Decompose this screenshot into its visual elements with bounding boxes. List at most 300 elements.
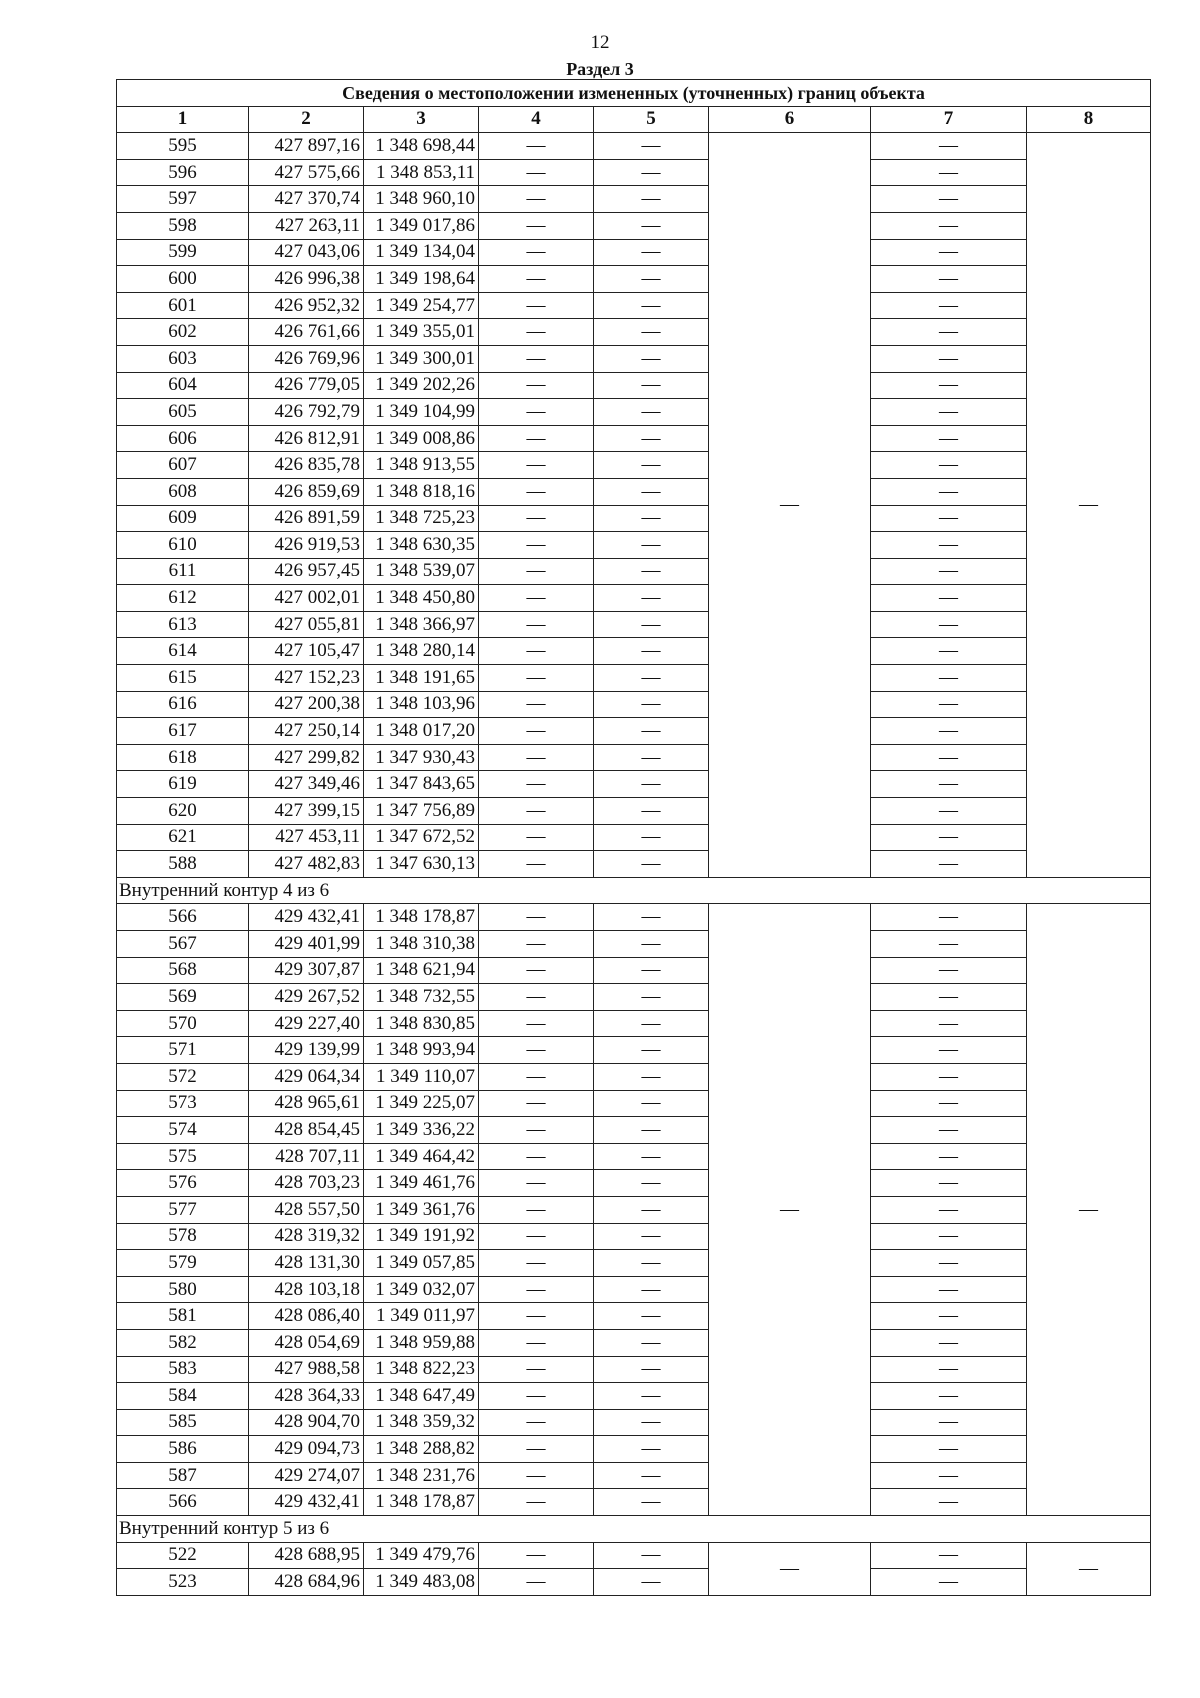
dash-cell: — bbox=[479, 798, 594, 825]
point-number-cell: 566 bbox=[117, 1489, 249, 1516]
point-number-cell: 569 bbox=[117, 984, 249, 1011]
point-number-cell: 585 bbox=[117, 1409, 249, 1436]
coordinate-x-cell: 426 919,53 bbox=[249, 532, 364, 559]
dash-cell: — bbox=[871, 1489, 1027, 1516]
coordinate-x-cell: 427 055,81 bbox=[249, 611, 364, 638]
coordinate-x-cell: 429 432,41 bbox=[249, 904, 364, 931]
dash-cell: — bbox=[594, 1462, 709, 1489]
coordinate-x-cell: 429 094,73 bbox=[249, 1436, 364, 1463]
dash-cell: — bbox=[479, 1542, 594, 1569]
dash-cell: — bbox=[479, 1329, 594, 1356]
dash-cell: — bbox=[594, 478, 709, 505]
point-number-cell: 620 bbox=[117, 798, 249, 825]
dash-cell: — bbox=[594, 1143, 709, 1170]
dash-cell: — bbox=[871, 691, 1027, 718]
dash-cell: — bbox=[479, 452, 594, 479]
dash-cell: — bbox=[594, 452, 709, 479]
coordinate-x-cell: 428 086,40 bbox=[249, 1303, 364, 1330]
dash-cell: — bbox=[479, 1356, 594, 1383]
point-number-cell: 586 bbox=[117, 1436, 249, 1463]
dash-cell: — bbox=[594, 585, 709, 612]
dash-cell: — bbox=[479, 718, 594, 745]
coordinate-y-cell: 1 348 818,16 bbox=[364, 478, 479, 505]
coordinate-y-cell: 1 348 830,85 bbox=[364, 1010, 479, 1037]
coordinate-x-cell: 429 307,87 bbox=[249, 957, 364, 984]
point-number-cell: 567 bbox=[117, 931, 249, 958]
coordinate-x-cell: 427 482,83 bbox=[249, 851, 364, 878]
coordinate-x-cell: 427 575,66 bbox=[249, 159, 364, 186]
table-row bbox=[117, 1063, 1151, 1090]
dash-cell: — bbox=[594, 611, 709, 638]
dash-cell: — bbox=[871, 239, 1027, 266]
column-header: 8 bbox=[1027, 106, 1151, 133]
dash-cell: — bbox=[594, 1063, 709, 1090]
dash-cell: — bbox=[871, 1303, 1027, 1330]
table-row bbox=[117, 478, 1151, 505]
dash-cell: — bbox=[479, 1409, 594, 1436]
dash-cell: — bbox=[479, 399, 594, 426]
point-number-cell: 587 bbox=[117, 1462, 249, 1489]
dash-cell: — bbox=[479, 611, 594, 638]
table-caption: Сведения о местоположении измененных (уточненных) границ объекта bbox=[117, 80, 1151, 107]
point-number-cell: 619 bbox=[117, 771, 249, 798]
coordinate-y-cell: 1 349 191,92 bbox=[364, 1223, 479, 1250]
point-number-cell: 571 bbox=[117, 1037, 249, 1064]
coordinate-x-cell: 427 370,74 bbox=[249, 186, 364, 213]
table-row bbox=[117, 266, 1151, 293]
coordinate-y-cell: 1 349 225,07 bbox=[364, 1090, 479, 1117]
dash-cell: — bbox=[871, 505, 1027, 532]
table-row bbox=[117, 1383, 1151, 1410]
coordinate-y-cell: 1 348 178,87 bbox=[364, 1489, 479, 1516]
coordinate-x-cell: 426 769,96 bbox=[249, 345, 364, 372]
dash-cell: — bbox=[594, 1276, 709, 1303]
table-row bbox=[117, 186, 1151, 213]
table-row bbox=[117, 904, 1151, 931]
point-number-cell: 574 bbox=[117, 1117, 249, 1144]
dash-cell: — bbox=[594, 319, 709, 346]
coordinate-x-cell: 429 267,52 bbox=[249, 984, 364, 1011]
point-number-cell: 596 bbox=[117, 159, 249, 186]
coordinate-x-cell: 426 779,05 bbox=[249, 372, 364, 399]
coordinate-y-cell: 1 348 366,97 bbox=[364, 611, 479, 638]
coordinate-x-cell: 427 299,82 bbox=[249, 744, 364, 771]
coordinate-x-cell: 427 002,01 bbox=[249, 585, 364, 612]
dash-cell: — bbox=[479, 1223, 594, 1250]
table-row bbox=[117, 1542, 1151, 1569]
dash-cell: — bbox=[594, 665, 709, 692]
dash-cell: — bbox=[871, 1542, 1027, 1569]
dash-cell: — bbox=[871, 186, 1027, 213]
merged-dash-cell: — bbox=[709, 904, 871, 1516]
table-row bbox=[117, 851, 1151, 878]
dash-cell: — bbox=[479, 558, 594, 585]
dash-cell: — bbox=[594, 931, 709, 958]
dash-cell: — bbox=[479, 133, 594, 160]
table-row bbox=[117, 558, 1151, 585]
coordinate-x-cell: 427 152,23 bbox=[249, 665, 364, 692]
dash-cell: — bbox=[871, 904, 1027, 931]
table-row bbox=[117, 665, 1151, 692]
point-number-cell: 603 bbox=[117, 345, 249, 372]
dash-cell: — bbox=[594, 638, 709, 665]
merged-dash-cell: — bbox=[1027, 133, 1151, 878]
coordinate-x-cell: 428 684,96 bbox=[249, 1569, 364, 1596]
dash-cell: — bbox=[871, 611, 1027, 638]
dash-cell: — bbox=[594, 372, 709, 399]
column-header: 2 bbox=[249, 106, 364, 133]
table-caption-row bbox=[117, 80, 1151, 107]
dash-cell: — bbox=[479, 1063, 594, 1090]
coordinate-y-cell: 1 348 288,82 bbox=[364, 1436, 479, 1463]
table-row bbox=[117, 744, 1151, 771]
dash-cell: — bbox=[594, 1409, 709, 1436]
dash-cell: — bbox=[479, 186, 594, 213]
coordinate-x-cell: 428 131,30 bbox=[249, 1250, 364, 1277]
coordinate-x-cell: 428 707,11 bbox=[249, 1143, 364, 1170]
point-number-cell: 583 bbox=[117, 1356, 249, 1383]
coordinate-x-cell: 427 043,06 bbox=[249, 239, 364, 266]
table-row bbox=[117, 1250, 1151, 1277]
table-row bbox=[117, 1436, 1151, 1463]
dash-cell: — bbox=[594, 904, 709, 931]
dash-cell: — bbox=[871, 292, 1027, 319]
coordinate-y-cell: 1 349 202,26 bbox=[364, 372, 479, 399]
table-row bbox=[117, 292, 1151, 319]
table-row bbox=[117, 372, 1151, 399]
point-number-cell: 616 bbox=[117, 691, 249, 718]
coordinate-y-cell: 1 349 017,86 bbox=[364, 212, 479, 239]
point-number-cell: 578 bbox=[117, 1223, 249, 1250]
contour-subheading: Внутренний контур 4 из 6 bbox=[117, 877, 1151, 904]
coordinate-x-cell: 429 274,07 bbox=[249, 1462, 364, 1489]
coordinate-x-cell: 427 200,38 bbox=[249, 691, 364, 718]
dash-cell: — bbox=[479, 1276, 594, 1303]
dash-cell: — bbox=[479, 159, 594, 186]
point-number-cell: 621 bbox=[117, 824, 249, 851]
coordinates-table bbox=[116, 79, 1151, 1596]
coordinate-y-cell: 1 347 672,52 bbox=[364, 824, 479, 851]
table-row bbox=[117, 159, 1151, 186]
coordinate-y-cell: 1 348 310,38 bbox=[364, 931, 479, 958]
dash-cell: — bbox=[871, 399, 1027, 426]
coordinate-x-cell: 427 897,16 bbox=[249, 133, 364, 160]
dash-cell: — bbox=[871, 319, 1027, 346]
dash-cell: — bbox=[479, 904, 594, 931]
table-row bbox=[117, 1223, 1151, 1250]
dash-cell: — bbox=[594, 345, 709, 372]
dash-cell: — bbox=[479, 505, 594, 532]
point-number-cell: 595 bbox=[117, 133, 249, 160]
coordinate-x-cell: 426 957,45 bbox=[249, 558, 364, 585]
point-number-cell: 617 bbox=[117, 718, 249, 745]
dash-cell: — bbox=[594, 718, 709, 745]
table-row bbox=[117, 957, 1151, 984]
dash-cell: — bbox=[871, 1356, 1027, 1383]
dash-cell: — bbox=[479, 345, 594, 372]
table-row bbox=[117, 239, 1151, 266]
table-row bbox=[117, 1117, 1151, 1144]
point-number-cell: 598 bbox=[117, 212, 249, 239]
dash-cell: — bbox=[594, 1436, 709, 1463]
dash-cell: — bbox=[479, 665, 594, 692]
dash-cell: — bbox=[871, 1063, 1027, 1090]
coordinate-x-cell: 426 812,91 bbox=[249, 425, 364, 452]
dash-cell: — bbox=[871, 798, 1027, 825]
dash-cell: — bbox=[479, 266, 594, 293]
coordinate-x-cell: 426 761,66 bbox=[249, 319, 364, 346]
table-row bbox=[117, 1196, 1151, 1223]
point-number-cell: 597 bbox=[117, 186, 249, 213]
dash-cell: — bbox=[871, 744, 1027, 771]
coordinate-y-cell: 1 348 647,49 bbox=[364, 1383, 479, 1410]
point-number-cell: 614 bbox=[117, 638, 249, 665]
column-header: 1 bbox=[117, 106, 249, 133]
dash-cell: — bbox=[479, 984, 594, 1011]
dash-cell: — bbox=[594, 1542, 709, 1569]
table-row bbox=[117, 931, 1151, 958]
table-row bbox=[117, 1409, 1151, 1436]
coordinate-y-cell: 1 349 300,01 bbox=[364, 345, 479, 372]
coordinate-x-cell: 427 453,11 bbox=[249, 824, 364, 851]
dash-cell: — bbox=[871, 1436, 1027, 1463]
dash-cell: — bbox=[871, 638, 1027, 665]
subheading-row bbox=[117, 1516, 1151, 1543]
dash-cell: — bbox=[594, 1250, 709, 1277]
dash-cell: — bbox=[594, 399, 709, 426]
coordinate-y-cell: 1 348 822,23 bbox=[364, 1356, 479, 1383]
dash-cell: — bbox=[871, 1569, 1027, 1596]
point-number-cell: 602 bbox=[117, 319, 249, 346]
coordinate-y-cell: 1 348 178,87 bbox=[364, 904, 479, 931]
merged-dash-cell: — bbox=[1027, 1542, 1151, 1595]
table-row bbox=[117, 505, 1151, 532]
dash-cell: — bbox=[479, 851, 594, 878]
dash-cell: — bbox=[479, 957, 594, 984]
coordinate-y-cell: 1 348 191,65 bbox=[364, 665, 479, 692]
dash-cell: — bbox=[479, 1090, 594, 1117]
dash-cell: — bbox=[871, 984, 1027, 1011]
table-row bbox=[117, 1489, 1151, 1516]
coordinate-y-cell: 1 349 461,76 bbox=[364, 1170, 479, 1197]
point-number-cell: 566 bbox=[117, 904, 249, 931]
column-header: 4 bbox=[479, 106, 594, 133]
coordinate-y-cell: 1 347 930,43 bbox=[364, 744, 479, 771]
table-row bbox=[117, 1303, 1151, 1330]
dash-cell: — bbox=[594, 1090, 709, 1117]
dash-cell: — bbox=[871, 1329, 1027, 1356]
point-number-cell: 584 bbox=[117, 1383, 249, 1410]
dash-cell: — bbox=[479, 585, 594, 612]
point-number-cell: 600 bbox=[117, 266, 249, 293]
coordinate-x-cell: 427 250,14 bbox=[249, 718, 364, 745]
point-number-cell: 605 bbox=[117, 399, 249, 426]
point-number-cell: 572 bbox=[117, 1063, 249, 1090]
coordinate-y-cell: 1 348 698,44 bbox=[364, 133, 479, 160]
coordinate-y-cell: 1 348 450,80 bbox=[364, 585, 479, 612]
dash-cell: — bbox=[479, 1569, 594, 1596]
coordinate-y-cell: 1 348 913,55 bbox=[364, 452, 479, 479]
coordinate-y-cell: 1 348 959,88 bbox=[364, 1329, 479, 1356]
dash-cell: — bbox=[479, 1196, 594, 1223]
dash-cell: — bbox=[479, 691, 594, 718]
dash-cell: — bbox=[479, 1143, 594, 1170]
coordinate-y-cell: 1 349 355,01 bbox=[364, 319, 479, 346]
coordinate-y-cell: 1 348 993,94 bbox=[364, 1037, 479, 1064]
dash-cell: — bbox=[871, 133, 1027, 160]
coordinate-x-cell: 428 854,45 bbox=[249, 1117, 364, 1144]
table-row bbox=[117, 532, 1151, 559]
dash-cell: — bbox=[594, 558, 709, 585]
dash-cell: — bbox=[479, 931, 594, 958]
coordinate-y-cell: 1 348 539,07 bbox=[364, 558, 479, 585]
point-number-cell: 573 bbox=[117, 1090, 249, 1117]
dash-cell: — bbox=[479, 239, 594, 266]
point-number-cell: 610 bbox=[117, 532, 249, 559]
coordinate-x-cell: 427 988,58 bbox=[249, 1356, 364, 1383]
coordinate-y-cell: 1 349 483,08 bbox=[364, 1569, 479, 1596]
coordinate-x-cell: 428 319,32 bbox=[249, 1223, 364, 1250]
dash-cell: — bbox=[871, 718, 1027, 745]
point-number-cell: 580 bbox=[117, 1276, 249, 1303]
coordinate-y-cell: 1 349 336,22 bbox=[364, 1117, 479, 1144]
column-header: 7 bbox=[871, 106, 1027, 133]
page-number: 12 bbox=[590, 32, 610, 53]
coordinate-y-cell: 1 349 008,86 bbox=[364, 425, 479, 452]
dash-cell: — bbox=[871, 159, 1027, 186]
point-number-cell: 582 bbox=[117, 1329, 249, 1356]
dash-cell: — bbox=[594, 159, 709, 186]
coordinate-x-cell: 428 054,69 bbox=[249, 1329, 364, 1356]
dash-cell: — bbox=[594, 505, 709, 532]
coordinate-x-cell: 428 965,61 bbox=[249, 1090, 364, 1117]
dash-cell: — bbox=[594, 1117, 709, 1144]
coordinate-y-cell: 1 347 756,89 bbox=[364, 798, 479, 825]
dash-cell: — bbox=[479, 1489, 594, 1516]
dash-cell: — bbox=[871, 1170, 1027, 1197]
point-number-cell: 581 bbox=[117, 1303, 249, 1330]
coordinate-x-cell: 426 835,78 bbox=[249, 452, 364, 479]
dash-cell: — bbox=[594, 212, 709, 239]
dash-cell: — bbox=[479, 1117, 594, 1144]
dash-cell: — bbox=[871, 1250, 1027, 1277]
merged-dash-cell: — bbox=[709, 133, 871, 878]
dash-cell: — bbox=[871, 665, 1027, 692]
dash-cell: — bbox=[594, 186, 709, 213]
dash-cell: — bbox=[871, 931, 1027, 958]
dash-cell: — bbox=[594, 266, 709, 293]
dash-cell: — bbox=[871, 1143, 1027, 1170]
table-row bbox=[117, 133, 1151, 160]
dash-cell: — bbox=[594, 957, 709, 984]
coordinate-y-cell: 1 348 103,96 bbox=[364, 691, 479, 718]
point-number-cell: 611 bbox=[117, 558, 249, 585]
point-number-cell: 609 bbox=[117, 505, 249, 532]
coordinate-y-cell: 1 348 960,10 bbox=[364, 186, 479, 213]
table-row bbox=[117, 399, 1151, 426]
point-number-cell: 615 bbox=[117, 665, 249, 692]
point-number-cell: 568 bbox=[117, 957, 249, 984]
dash-cell: — bbox=[594, 239, 709, 266]
dash-cell: — bbox=[871, 1223, 1027, 1250]
dash-cell: — bbox=[871, 532, 1027, 559]
coordinate-x-cell: 428 688,95 bbox=[249, 1542, 364, 1569]
column-header: 5 bbox=[594, 106, 709, 133]
table-row bbox=[117, 611, 1151, 638]
dash-cell: — bbox=[479, 1250, 594, 1277]
point-number-cell: 576 bbox=[117, 1170, 249, 1197]
dash-cell: — bbox=[594, 425, 709, 452]
coordinate-y-cell: 1 348 017,20 bbox=[364, 718, 479, 745]
dash-cell: — bbox=[594, 1383, 709, 1410]
dash-cell: — bbox=[479, 1037, 594, 1064]
dash-cell: — bbox=[479, 532, 594, 559]
table-row bbox=[117, 984, 1151, 1011]
dash-cell: — bbox=[594, 133, 709, 160]
dash-cell: — bbox=[871, 851, 1027, 878]
coordinate-x-cell: 426 996,38 bbox=[249, 266, 364, 293]
dash-cell: — bbox=[594, 691, 709, 718]
dash-cell: — bbox=[479, 1462, 594, 1489]
coordinate-y-cell: 1 348 280,14 bbox=[364, 638, 479, 665]
coordinate-x-cell: 427 105,47 bbox=[249, 638, 364, 665]
point-number-cell: 523 bbox=[117, 1569, 249, 1596]
coordinate-y-cell: 1 348 732,55 bbox=[364, 984, 479, 1011]
point-number-cell: 612 bbox=[117, 585, 249, 612]
dash-cell: — bbox=[871, 1196, 1027, 1223]
dash-cell: — bbox=[594, 1356, 709, 1383]
coordinate-y-cell: 1 348 231,76 bbox=[364, 1462, 479, 1489]
coordinate-y-cell: 1 349 134,04 bbox=[364, 239, 479, 266]
column-header-row bbox=[117, 106, 1151, 133]
point-number-cell: 601 bbox=[117, 292, 249, 319]
coordinate-x-cell: 428 904,70 bbox=[249, 1409, 364, 1436]
point-number-cell: 588 bbox=[117, 851, 249, 878]
dash-cell: — bbox=[594, 824, 709, 851]
dash-cell: — bbox=[479, 292, 594, 319]
table-row bbox=[117, 1010, 1151, 1037]
dash-cell: — bbox=[479, 771, 594, 798]
merged-dash-cell: — bbox=[1027, 904, 1151, 1516]
dash-cell: — bbox=[594, 1569, 709, 1596]
coordinate-y-cell: 1 349 011,97 bbox=[364, 1303, 479, 1330]
dash-cell: — bbox=[594, 771, 709, 798]
dash-cell: — bbox=[594, 984, 709, 1011]
point-number-cell: 618 bbox=[117, 744, 249, 771]
coordinate-y-cell: 1 349 104,99 bbox=[364, 399, 479, 426]
dash-cell: — bbox=[479, 1170, 594, 1197]
dash-cell: — bbox=[594, 1037, 709, 1064]
dash-cell: — bbox=[871, 266, 1027, 293]
table-row bbox=[117, 771, 1151, 798]
dash-cell: — bbox=[594, 532, 709, 559]
merged-dash-cell: — bbox=[709, 1542, 871, 1595]
table-row bbox=[117, 1090, 1151, 1117]
table-row bbox=[117, 638, 1151, 665]
dash-cell: — bbox=[594, 1170, 709, 1197]
dash-cell: — bbox=[594, 851, 709, 878]
coordinate-y-cell: 1 349 057,85 bbox=[364, 1250, 479, 1277]
point-number-cell: 608 bbox=[117, 478, 249, 505]
subheading-row bbox=[117, 877, 1151, 904]
coordinate-y-cell: 1 348 630,35 bbox=[364, 532, 479, 559]
table-row bbox=[117, 1462, 1151, 1489]
dash-cell: — bbox=[871, 1462, 1027, 1489]
dash-cell: — bbox=[479, 478, 594, 505]
dash-cell: — bbox=[479, 744, 594, 771]
coordinate-y-cell: 1 348 359,32 bbox=[364, 1409, 479, 1436]
coordinate-x-cell: 429 432,41 bbox=[249, 1489, 364, 1516]
